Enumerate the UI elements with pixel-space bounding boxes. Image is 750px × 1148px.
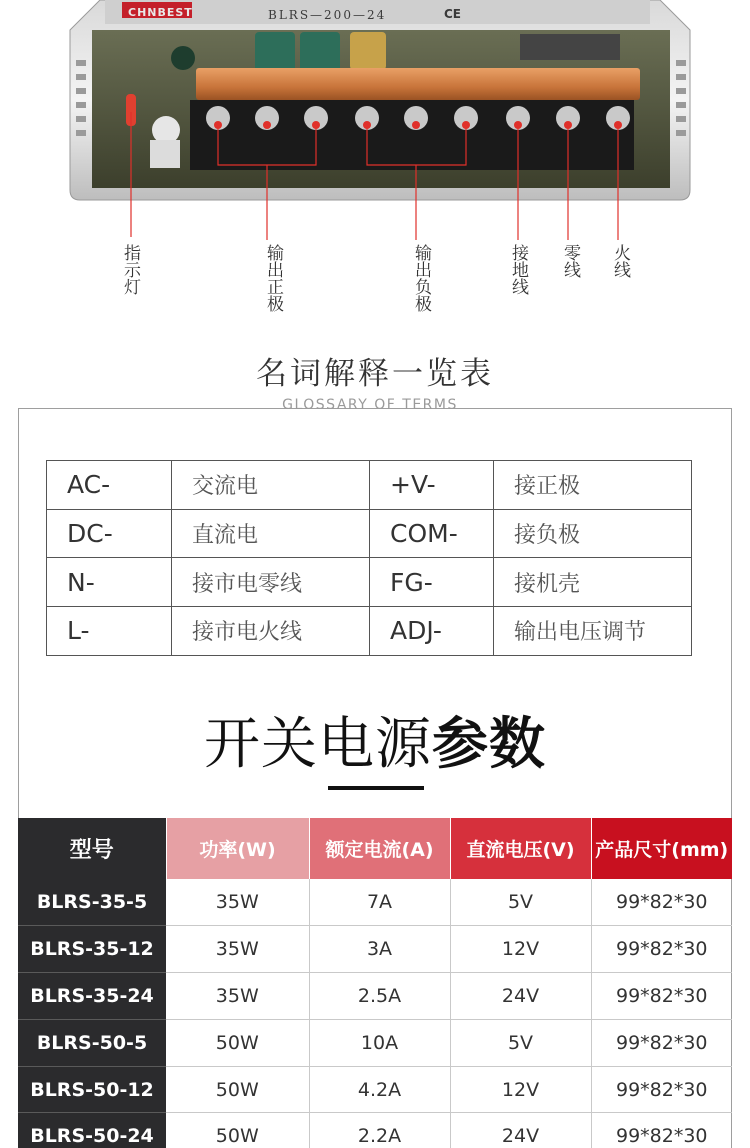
- glossary-definition: 输出电压调节: [494, 607, 692, 656]
- params-title: [0, 700, 750, 780]
- spec-header-size: 产品尺寸(mm): [591, 818, 732, 879]
- product-photo: [0, 0, 750, 215]
- spec-cell-size: 99*82*30: [591, 1019, 732, 1066]
- glossary-definition: 接市电火线: [172, 607, 370, 656]
- spec-cell-current: 7A: [309, 879, 450, 926]
- spec-cell-voltage: 5V: [450, 1019, 591, 1066]
- params-title-underline: [328, 786, 424, 790]
- table-row: [18, 926, 732, 973]
- brand-print: CHNBEST: [128, 6, 193, 19]
- spec-cell-size: 99*82*30: [591, 879, 732, 926]
- callout-indicator-light: 指示灯: [120, 244, 140, 295]
- spec-cell-power: 50W: [166, 1019, 309, 1066]
- spec-cell-model: BLRS-50-5: [18, 1019, 166, 1066]
- spec-header-current: 额定电流(A): [309, 818, 450, 879]
- spec-cell-power: 35W: [166, 973, 309, 1020]
- glossary-definition: 直流电: [172, 509, 370, 558]
- glossary-title: 名词解释一览表: [256, 356, 494, 392]
- glossary-term: FG-: [370, 558, 494, 607]
- callout-live-wire: 火线: [610, 244, 630, 278]
- table-row: [18, 973, 732, 1020]
- glossary-subtitle: GLOSSARY OF TERMS: [282, 397, 458, 413]
- callout-neutral-wire: 零线: [560, 244, 580, 278]
- spec-cell-model: BLRS-35-5: [18, 879, 166, 926]
- spec-cell-current: 2.2A: [309, 1113, 450, 1148]
- spec-cell-voltage: 12V: [450, 926, 591, 973]
- glossary-table: [46, 460, 692, 656]
- power-supply-illustration: [0, 0, 750, 215]
- ce-mark: CE: [444, 7, 462, 21]
- spec-cell-voltage: 24V: [450, 1113, 591, 1148]
- spec-cell-current: 4.2A: [309, 1066, 450, 1113]
- spec-cell-size: 99*82*30: [591, 1113, 732, 1148]
- params-title-light: 开关电源: [204, 712, 432, 777]
- spec-header-row: [18, 818, 732, 879]
- glossary-term: +V-: [370, 461, 494, 510]
- glossary-definition: 接负极: [494, 509, 692, 558]
- glossary-row: [47, 607, 692, 656]
- glossary-definition: 接机壳: [494, 558, 692, 607]
- glossary-row: [47, 461, 692, 510]
- spec-cell-size: 99*82*30: [591, 1066, 732, 1113]
- spec-cell-current: 2.5A: [309, 973, 450, 1020]
- spec-cell-voltage: 24V: [450, 973, 591, 1020]
- table-row: [18, 1019, 732, 1066]
- spec-cell-voltage: 5V: [450, 879, 591, 926]
- spec-cell-power: 50W: [166, 1113, 309, 1148]
- spec-cell-power: 35W: [166, 926, 309, 973]
- spec-cell-current: 10A: [309, 1019, 450, 1066]
- spec-cell-size: 99*82*30: [591, 926, 732, 973]
- spec-cell-power: 50W: [166, 1066, 309, 1113]
- spec-cell-model: BLRS-50-12: [18, 1066, 166, 1113]
- glossary-definition: 交流电: [172, 461, 370, 510]
- table-row: [18, 1113, 732, 1148]
- table-row: [18, 879, 732, 926]
- glossary-term: N-: [47, 558, 172, 607]
- spec-cell-current: 3A: [309, 926, 450, 973]
- spec-cell-model: BLRS-35-12: [18, 926, 166, 973]
- params-title-bold: 参数: [432, 712, 546, 777]
- spec-table: [18, 818, 732, 1148]
- spec-header-power: 功率(W): [166, 818, 309, 879]
- spec-cell-model: BLRS-35-24: [18, 973, 166, 1020]
- glossary-term: COM-: [370, 509, 494, 558]
- model-print: BLRS—200—24: [268, 8, 387, 22]
- spec-cell-voltage: 12V: [450, 1066, 591, 1113]
- glossary-definition: 接正极: [494, 461, 692, 510]
- table-row: [18, 1066, 732, 1113]
- glossary-term: ADJ-: [370, 607, 494, 656]
- glossary-term: DC-: [47, 509, 172, 558]
- glossary-row: [47, 558, 692, 607]
- callout-output-negative: 输出负极: [411, 244, 431, 312]
- glossary-definition: 接市电零线: [172, 558, 370, 607]
- spec-header-voltage: 直流电压(V): [450, 818, 591, 879]
- spec-cell-model: BLRS-50-24: [18, 1113, 166, 1148]
- spec-header-model: 型号: [18, 818, 166, 879]
- spec-cell-power: 35W: [166, 879, 309, 926]
- glossary-term: L-: [47, 607, 172, 656]
- callout-ground-wire: 接地线: [508, 244, 528, 295]
- glossary-term: AC-: [47, 461, 172, 510]
- spec-cell-size: 99*82*30: [591, 973, 732, 1020]
- callout-output-positive: 输出正极: [263, 244, 283, 312]
- glossary-row: [47, 509, 692, 558]
